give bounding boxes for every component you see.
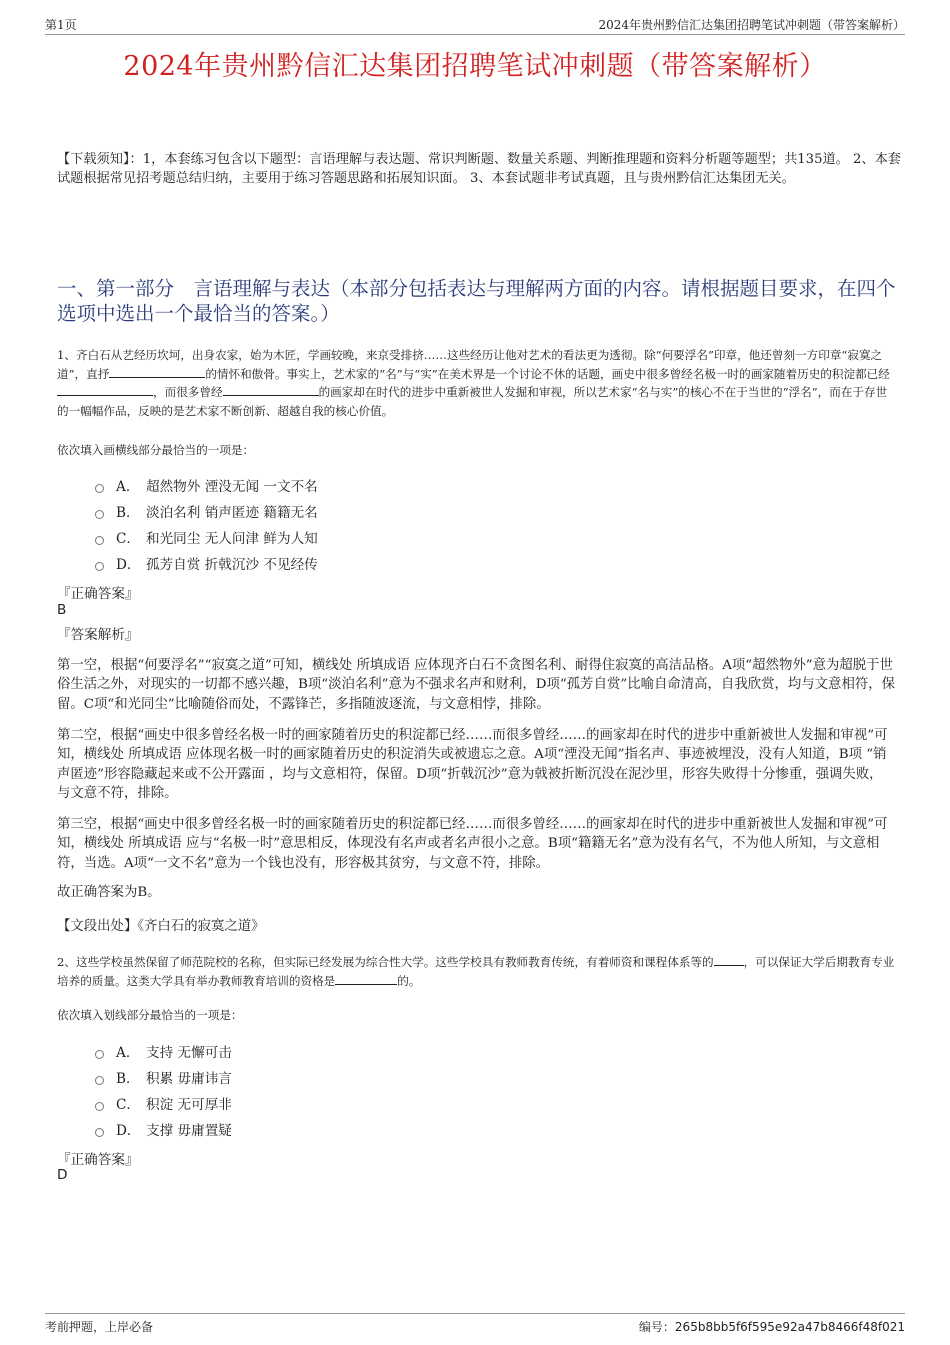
document-title: 2024年贵州黔信汇达集团招聘笔试冲刺题（带答案解析） bbox=[123, 51, 827, 82]
radio-icon[interactable] bbox=[95, 536, 104, 545]
option-c[interactable]: C． 积淀 无可厚非 bbox=[95, 1090, 495, 1116]
option-b[interactable]: B． 淡泊名利 销声匿迹 籍籍无名 bbox=[95, 498, 495, 524]
analysis-label: 『答案解析』 bbox=[57, 627, 139, 643]
page-header bbox=[45, 14, 905, 35]
analysis-paragraph: 第一空，根据“何要浮名”“寂寞之道”可知，横线处 所填成语 应体现齐白石不贪图名利、耐得住寂寞的高洁品格。A项“超然物外”意为超脱于世俗生活之外，对现实的一切都不感兴趣，B项“淡泊名利”意为不强求名声和财利，D项“孤芳自赏”比喻自命清高，自我欣赏，均与文意相符，保留。C项“和光同尘”比喻随俗而处，不露锋芒，多指随波逐流，与文意相悖，排除。 bbox=[57, 658, 896, 712]
radio-icon[interactable] bbox=[95, 562, 104, 571]
blank-1 bbox=[109, 365, 205, 378]
radio-icon[interactable] bbox=[95, 484, 104, 493]
radio-icon[interactable] bbox=[95, 1102, 104, 1111]
correct-answer: B bbox=[57, 602, 67, 618]
analysis-conclusion: 故正确答案为B。 bbox=[57, 885, 161, 900]
download-notice: 【下载须知】：1，本套练习包含以下题型：言语理解与表达题、常识判断题、数量关系题、判断推理题和资料分析题等题型；共135道。 2、本套试题根据常见招考题总结归纳，主要用于练习答题思路和拓展知识面。 3、本套试题非考试真题，且与贵州黔信汇达集团无关。 bbox=[57, 152, 901, 186]
question-1-text: 1、齐白石从艺经历坎坷，出身农家，始为木匠，学画较晚，来京受排挤……这些经历让他对艺术的看法更为透彻。除“何要浮名”印章，他还曾刻一方印章“寂寞之道”，直抒 的情怀和傲骨。事实上，艺术家的“名”与“实”在美术界是一个讨论不休的话题，画史中很多曾经名极一时的画家随着历史的积淀都已经，而很多曾经 的画家却在时代的进步中重新被世人发掘和审视，所以艺术家“名与实”的核心不在于当世的“浮名”，而在于存世的一幅幅作品，反映的是艺术家不断创新、超越自我的核心价值。 bbox=[57, 348, 890, 418]
option-d[interactable]: D． 孤芳自赏 折戟沉沙 不见经传 bbox=[95, 550, 495, 576]
option-d[interactable]: D． 支撑 毋庸置疑 bbox=[95, 1116, 495, 1142]
text-source: 【文段出处】《齐白石的寂寞之道》 bbox=[57, 919, 265, 934]
blank-2 bbox=[57, 383, 153, 396]
blank-2 bbox=[335, 972, 397, 985]
blank-1 bbox=[714, 953, 744, 966]
correct-answer-label: 『正确答案』 bbox=[57, 586, 139, 602]
analysis-paragraph: 第三空，根据“画史中很多曾经名极一时的画家随着历史的积淀都已经……而很多曾经……的画家却在时代的进步中重新被世人发掘和审视”可知，横线处 所填成语 应与“名极一时”意思相反，体现没有名声或者名声很小之意。B项“籍籍无名”意为没有名气，不为他人所知，与文意相符，当选。A项“一文不名”意为一个钱也没有，形容极其贫穷，与文意不符，排除。 bbox=[57, 817, 888, 871]
page-number: 第1页 bbox=[45, 18, 77, 32]
section-title: 一、第一部分 言语理解与表达（本部分包括表达与理解两方面的内容。请根据题目要求，在四个选项中选出一个最恰当的答案。） bbox=[57, 277, 896, 325]
footer-slogan: 考前押题，上岸必备 bbox=[45, 1320, 154, 1334]
question-1-options bbox=[95, 472, 495, 576]
analysis-paragraph: 第二空，根据“画史中很多曾经名极一时的画家随着历史的积淀都已经……而很多曾经……的画家却在时代的进步中重新被世人发掘和审视”可知，横线处 所填成语 应体现名极一时的画家随着历史的积淀消失或被遗忘之意。A项“湮没无闻”指名声、事迹被埋没，没有人知道，B项 “销声匿迹”形容隐藏起来或不公开露面 ，均与文意相符，保留。D项“折戟沉沙”意为戟被折断沉没在泥沙里，形容失败得十分惨重，强调失败，与文意不符，排除。 bbox=[57, 728, 888, 802]
page-footer bbox=[45, 1313, 905, 1338]
radio-icon[interactable] bbox=[95, 1076, 104, 1085]
question-2-options bbox=[95, 1038, 495, 1142]
document-code: 编号：265b8bb5f6f595e92a47b8466f48f021 bbox=[638, 1320, 905, 1334]
header-doc-title: 2024年贵州黔信汇达集团招聘笔试冲刺题（带答案解析） bbox=[598, 18, 905, 32]
option-a[interactable]: A． 超然物外 湮没无闻 一文不名 bbox=[95, 472, 495, 498]
option-a[interactable]: A． 支持 无懈可击 bbox=[95, 1038, 495, 1064]
option-b[interactable]: B． 积累 毋庸讳言 bbox=[95, 1064, 495, 1090]
question-1-prompt: 依次填入画横线部分最恰当的一项是： bbox=[57, 443, 255, 457]
correct-answer-label: 『正确答案』 bbox=[57, 1152, 139, 1168]
option-c[interactable]: C． 和光同尘 无人问津 鲜为人知 bbox=[95, 524, 495, 550]
radio-icon[interactable] bbox=[95, 1050, 104, 1059]
correct-answer: D bbox=[57, 1167, 68, 1183]
radio-icon[interactable] bbox=[95, 1128, 104, 1137]
question-2-prompt: 依次填入划线部分最恰当的一项是： bbox=[57, 1008, 243, 1022]
radio-icon[interactable] bbox=[95, 510, 104, 519]
question-2-text: 2、这些学校虽然保留了师范院校的名称，但实际已经发展为综合性大学。这些学校具有教师教育传统，有着师资和课程体系等的 ，可以保证大学后期教育专业培养的质量。这类大学具有举办教师教育培训的资格是 的。 bbox=[57, 955, 895, 988]
blank-3 bbox=[223, 383, 319, 396]
